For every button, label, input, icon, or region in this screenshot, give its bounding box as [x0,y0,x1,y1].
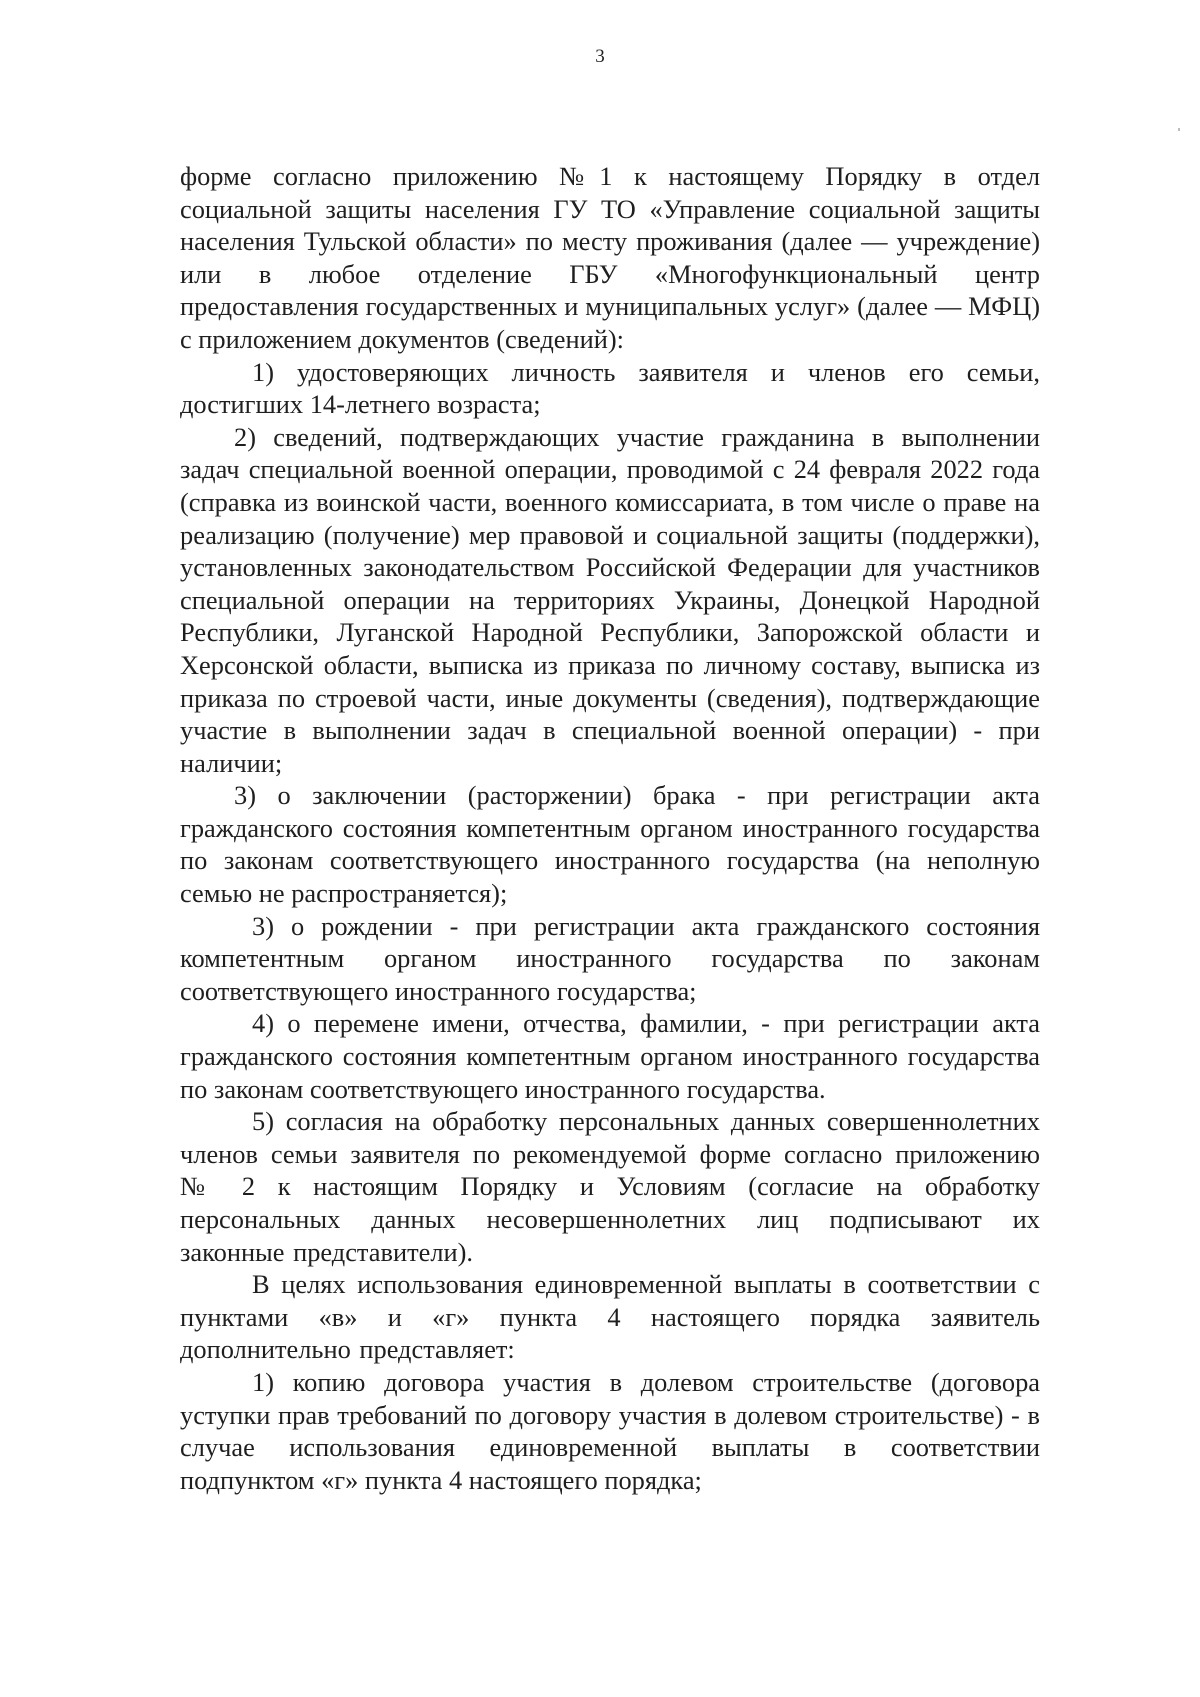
paragraph-item-5-consent: 5) согласия на обработку персональных данных совершеннолетних членов семьи заявителя по рекомендуемой форме согласно приложению № 2 к настоящим Порядку и Условиям (согласие на обработку персональных данных несовершеннолетних лиц подписывают их законные представители). [180,1106,1040,1267]
paragraph-additional-item-1-contract: 1) копию договора участия в долевом строительстве (договора уступки прав требований по договору участия в долевом строительстве) - в случае использования единовременной выплаты в соответствии подпунктом «г» пункта 4 настоящего порядка; [180,1366,1040,1495]
paragraph-item-1-identity: 1) удостоверяющих личность заявителя и членов его семьи, достигших 14-летнего возраста; [180,356,1040,420]
scan-speck [1178,128,1180,131]
paragraph-item-3-marriage: 3) о заключении (расторжении) брака - при регистрации акта гражданского состояния компетентным органом иностранного государства по законам соответствующего иностранного государства (на неполную семью не распространяется); [180,780,1040,909]
paragraph-item-2-svo-participation: 2) сведений, подтверждающих участие гражданина в выполнении задач специальной военной операции, проводимой с 24 февраля 2022 года (справка из воинской части, военного комиссариата, в том числе о праве на реализацию (получение) мер правовой и социальной защиты (поддержки), установленных законодательством Российской Федерации для участников специальной операции на территориях Украины, Донецкой Народной Республики, Луганской Народной Республики, Запорожской области и Херсонской области, выписка из приказа по личному составу, выписка из приказа по строевой части, иные документы (сведения), подтверждающие участие в выполнении задач в специальной военной операции) - при наличии; [180,421,1040,778]
paragraph-item-4-name-change: 4) о перемене имени, отчества, фамилии, - при регистрации акта гражданского состояния компетентным органом иностранного государства по законам соответствующего иностранного государства. [180,1008,1040,1104]
page-number: 3 [595,46,605,67]
paragraph-additional-docs: В целях использования единовременной выплаты в соответствии с пунктами «в» и «г» пункта 4 настоящего порядка заявитель дополнительно представляет: [180,1269,1040,1365]
document-body [180,160,1040,1496]
paragraph-item-3-birth: 3) о рождении - при регистрации акта гражданского состояния компетентным органом иностранного государства по законам соответствующего иностранного государства; [180,910,1040,1006]
paragraph-intro: форме согласно приложению №1 к настоящему Порядку в отдел социальной защиты населения ГУ ТО «Управление социальной защиты населения Тульской области» по месту проживания (далее — учреждение) или в любое отделение ГБУ «Многофункциональный центр предоставления государственных и муниципальных услуг» (далее — МФЦ) с приложением документов (сведений): [180,161,1040,354]
